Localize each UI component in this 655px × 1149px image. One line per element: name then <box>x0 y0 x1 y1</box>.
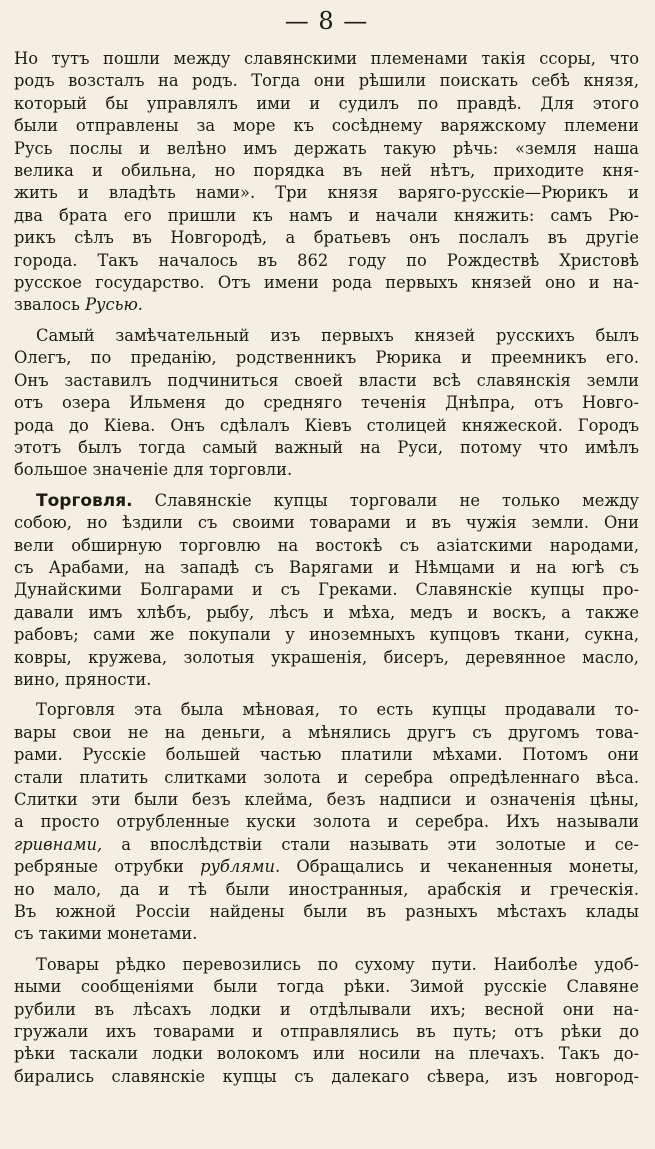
text-line: Дунайскими Болгарами и съ Греками. Славянскіе купцы про- <box>14 580 639 600</box>
italic-term: гривнами, <box>14 834 103 854</box>
page-number: — 8 — <box>284 7 369 35</box>
paragraph-rurik <box>14 48 639 317</box>
text-line: ковры, кружева, золотыя украшенія, бисеръ, деревянное масло, <box>14 647 639 667</box>
text-line: рубили въ лѣсахъ лодки и отдѣлывали ихъ; весной они на- <box>14 999 639 1019</box>
text-line: собою, но ѣздили съ своими товарами и въ чужія земли. Они <box>14 513 639 533</box>
text-line: Товары рѣдко перевозились по сухому пути. Наиболѣе удоб- <box>36 954 639 974</box>
text-line: рода до Кіева. Онъ сдѣлалъ Кіевъ столицей княжеской. Городъ <box>14 415 639 435</box>
text-line: Но тутъ пошли между славянскими племенами такія ссоры, что <box>14 49 639 68</box>
text-run: а впослѣдствіи стали называть эти золотые и се- <box>102 834 639 854</box>
text-line: Русь послы и велѣно имъ держать такую рѣчь: «земля наша <box>14 138 639 158</box>
text-line: гружали ихъ товарами и отправлялись въ путь; отъ рѣки до <box>14 1022 639 1042</box>
text-line: съ такими монетами. <box>14 924 198 944</box>
text-line: большое значеніе для торговли. <box>14 460 293 480</box>
text-line: велика и обильна, но порядка въ ней нѣтъ, приходите кня- <box>14 161 639 181</box>
text-line: вели обширную торговлю на востокѣ съ азіатскими народами, <box>14 535 639 555</box>
text-line: Слитки эти были безъ клейма, безъ надписи и означенія цѣны, <box>14 790 639 809</box>
text-line <box>14 834 639 856</box>
text-line: рикъ сѣлъ въ Новгородѣ, а братьевъ онъ послалъ въ другіе <box>14 228 639 248</box>
text-line: рѣки таскали лодки волокомъ или носили на плечахъ. Такъ до- <box>14 1044 639 1064</box>
text-line: рами. Русскіе большей частью платили мѣхами. Потомъ они <box>14 745 639 765</box>
paragraph-barter <box>14 699 639 945</box>
text-line: русское государство. Отъ имени рода первыхъ князей оно и на- <box>14 273 639 293</box>
paragraph-oleg <box>14 325 639 482</box>
text-line <box>14 490 639 512</box>
text-line: рабовъ; сами же покупали у иноземныхъ купцовъ ткани, сукна, <box>14 625 639 645</box>
text-line: съ Арабами, на западѣ съ Варягами и Нѣмцами и на югѣ съ <box>14 557 639 577</box>
italic-term: Русью. <box>85 295 143 315</box>
text-line: вары свои не на деньги, а мѣнялись другъ съ другомъ това- <box>14 722 639 742</box>
paragraph-transport <box>14 954 639 1088</box>
text-run: ребряные отрубки <box>14 857 201 877</box>
text-line: отъ озера Ильменя до средняго теченія Днѣпра, отъ Новго- <box>14 393 639 413</box>
text-line: но мало, да и тѣ были иностранныя, арабскія и греческія. <box>14 879 639 899</box>
text-line: два брата его пришли къ намъ и начали княжить: самъ Рю- <box>14 205 639 225</box>
text-line: Олегъ, по преданію, родственникъ Рюрика и преемникъ его. <box>14 348 639 368</box>
text-line: родъ возсталъ на родъ. Тогда они рѣшили поискать себѣ князя, <box>14 71 639 91</box>
text-line: а просто отрубленные куски золота и серебра. Ихъ называли <box>14 812 639 832</box>
text-line: давали имъ хлѣбъ, рыбу, лѣсъ и мѣха, медъ и воскъ, а также <box>14 602 639 622</box>
text-line: Онъ заставилъ подчиниться своей власти всѣ славянскія земли <box>14 370 639 390</box>
text-line: стали платить слитками золота и серебра опредѣленнаго вѣса. <box>14 767 639 787</box>
text-line: жить и владѣть нами». Три князя варяго-русскіе—Рюрикъ и <box>14 183 639 203</box>
text-line <box>14 294 639 316</box>
text-line: вино, пряности. <box>14 669 152 689</box>
text-line: который бы управлялъ ими и судилъ по правдѣ. Для этого <box>14 93 639 113</box>
text-line: были отправлены за море къ сосѣднему варяжскому племени <box>14 116 639 136</box>
text-line: Самый замѣчательный изъ первыхъ князей русскихъ былъ <box>36 325 639 345</box>
paragraph-trade <box>14 490 639 692</box>
section-heading: Торговля. <box>36 490 133 511</box>
text-line: бирались славянскіе купцы съ далекаго сѣвера, изъ новгород- <box>14 1066 639 1086</box>
text-line <box>14 856 639 878</box>
text-line: ными сообщеніями были тогда рѣки. Зимой русскіе Славяне <box>14 977 639 997</box>
text-line: этотъ былъ тогда самый важный на Руси, потому что имѣлъ <box>14 437 639 457</box>
text-run: звалось <box>14 295 86 315</box>
text-line: Торговля эта была мѣновая, то есть купцы продавали то- <box>36 700 639 720</box>
text-run: Славянскіе купцы торговали не только между <box>132 490 639 510</box>
text-line: города. Такъ началось въ 862 году по Рождествѣ Христовѣ <box>14 250 639 270</box>
italic-term: рублями. <box>200 857 281 877</box>
text-line: Въ южной Россіи найдены были въ разныхъ мѣстахъ клады <box>14 902 639 922</box>
text-run: Обращались и чеканенныя монеты, <box>280 857 639 877</box>
